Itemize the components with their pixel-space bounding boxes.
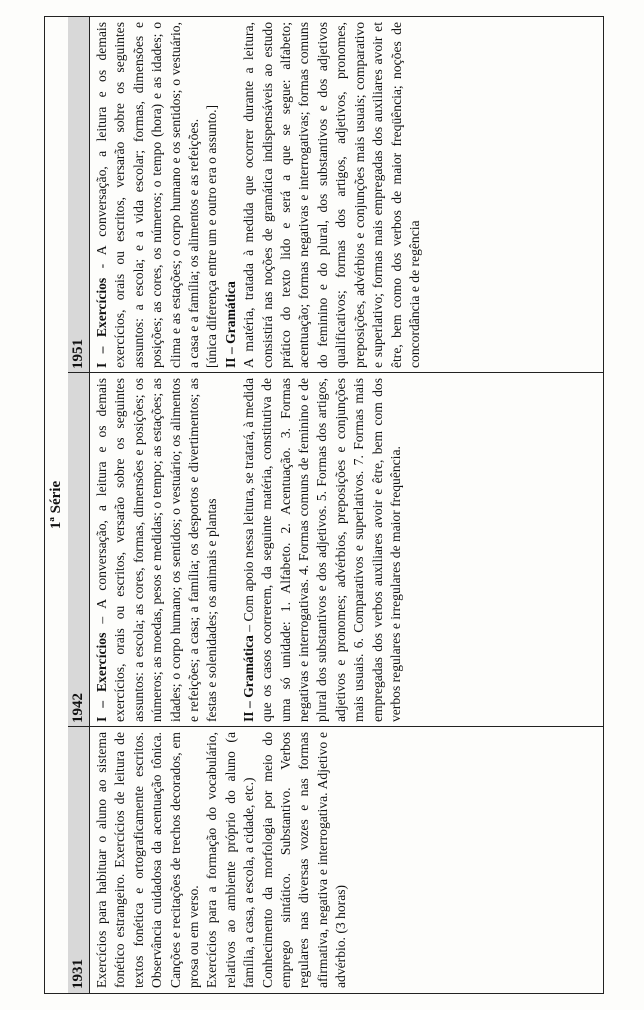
paragraph: Exercícios para a formação do vocabulário, relativos ao ambiente próprio do aluno (a família, a casa, a escola, a cidade, etc.) bbox=[204, 732, 257, 988]
section-text: – Com apoio nessa leitura, se tratará, à medida que os casos ocorrerem, da seguinte matéria, constitutiva de uma só unidade: 1. Alfabeto. 2. Acentuação. 3. Formas negativas e interrogativas. 4. Formas comuns de feminino e de plural dos substantivos e dos adjetivos. 5. Formas dos artigos, adjetivos e pronomes; advérbios, preposições e conjunções mais usuais. 6. Comparativos e superlativos. 7. Formas mais empregadas dos verbos auxiliares avoir e être, bem com dos verbos regulares e irregulares de maior frequência. bbox=[240, 378, 404, 722]
column-1931 bbox=[89, 727, 603, 993]
section-heading: II – Gramática bbox=[222, 281, 238, 368]
section-text: A matéria, tratada à medida que ocorrer durante a leitura, consistirá nas noções de gramática indispensáveis ao estudo prático do texto lido e será a que se segue: alfabeto; acentuação; formas negativas e interrogativas; formas comuns do feminino e do plural, dos substantivos e dos adjetivos qualificativos; formas dos artigos, adjetivos, pronomes, preposições, advérbios e conjunções mais usuais; comparativo e superlativo; formas mais empregadas dos auxiliares avoir et être, bem como dos verbos de maior freqüência; noções de concordância e de regência bbox=[241, 22, 422, 368]
section-heading: I – Exercícios bbox=[94, 632, 109, 722]
year-1942: 1942 bbox=[70, 693, 86, 723]
section-exercicios bbox=[93, 378, 222, 722]
column-1951 bbox=[89, 17, 603, 373]
section-text: – A conversação, a leitura e os demais exercícios, orais ou escritos, versarão sobre os seguintes assuntos: a escola; as cores, formas, dimensões e posições; os números; as moedas, pesos e medidas; o tempo; as estações; as idades; o corpo humano; os sentidos; o vestuário; os alimentos e refeições; a casa; a família; os desportos e divertimentos; as festas e solenidades; os animais e plantas bbox=[94, 378, 220, 722]
paragraph: Exercícios para habituar o aluno ao sistema fonético estrangeiro. Exercícios de leitura de textos fonética e ortograficamente escritos. Observância cuidadosa da acentuação tônica. Canções e recitações de trechos decorados, em prosa ou em verso. bbox=[94, 732, 202, 988]
year-1951: 1951 bbox=[70, 339, 86, 369]
bracket-note: [única diferença entre um e outro era o assunto.] bbox=[204, 104, 220, 368]
serie-title: 1ª Série bbox=[45, 17, 69, 993]
column-1942 bbox=[89, 373, 603, 727]
section-text: - A conversação, a leitura e os demais exercícios, orais ou escritos, versarão sobre os seguintes assuntos: a escola; e a vida escolar; formas, dimensões e posições; as cores, os números; o tempo (hora) e as idades; o clima e as estações; o corpo humano e os sentidos; o vestuário, a casa e a família; os alimentos e as refeições. bbox=[94, 21, 202, 368]
year-header-row bbox=[68, 17, 90, 993]
year-1931: 1931 bbox=[70, 959, 86, 989]
section-heading: II – Gramática bbox=[240, 635, 256, 722]
curriculum-table bbox=[44, 16, 604, 994]
section-exercicios bbox=[93, 22, 203, 368]
section-heading: I – Exercícios bbox=[94, 277, 109, 368]
section-gramatica bbox=[240, 378, 406, 722]
paragraph: Conhecimento da morfologia por meio do emprego sintático. Substantivo. Verbos regulares nas diversas vozes e nas formas afirmativa, negativa e interrogativa. Adjetivo e advérbio. (3 horas) bbox=[259, 732, 349, 988]
